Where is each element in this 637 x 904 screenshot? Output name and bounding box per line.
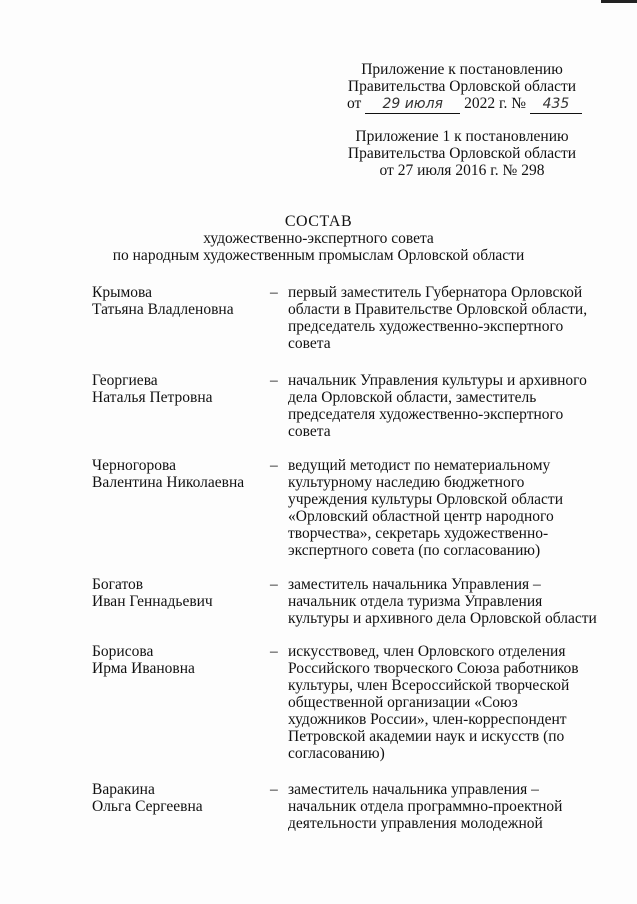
- annex2-line-2: Правительства Орловской области: [347, 145, 577, 162]
- document-title: [0, 213, 637, 264]
- member-role: [288, 284, 593, 352]
- annex-line-2: Правительства Орловской области: [347, 78, 577, 95]
- role-line: начальник отдела туризма Управления: [288, 593, 543, 610]
- member-given-names: Валентина Николаевна: [92, 474, 245, 491]
- role-line: первый заместитель Губернатора Орловской: [288, 284, 583, 301]
- member-surname: Крымова: [92, 284, 153, 301]
- dash: –: [270, 576, 278, 593]
- annex-date-line: [347, 95, 577, 114]
- role-line: деятельности управления молодежной: [288, 815, 543, 832]
- dash: –: [270, 643, 278, 660]
- annex2-line-1: Приложение 1 к постановлению: [355, 128, 569, 145]
- role-line: Петровской академии наук и искусств (по: [288, 728, 565, 745]
- role-line: искусствовед, член Орловского отделения: [288, 643, 566, 660]
- annex-from: от: [347, 95, 362, 112]
- member-surname: Борисова: [92, 643, 154, 660]
- member-role: [288, 781, 593, 832]
- role-line: заместитель начальника управления –: [288, 781, 539, 798]
- role-line: художников России», член-корреспондент: [288, 711, 567, 728]
- dash: –: [270, 372, 278, 389]
- member-given-names: Наталья Петровна: [92, 389, 213, 406]
- member-surname: Богатов: [92, 576, 144, 593]
- corner-mark: [601, 0, 637, 3]
- role-line: Российского творческого Союза работников: [288, 660, 579, 677]
- annex2-line-3: от 27 июля 2016 г. № 298: [379, 162, 545, 179]
- member-surname: Варакина: [92, 781, 155, 798]
- handwritten-date: 29 июля: [365, 96, 460, 114]
- member-given-names: Ирма Ивановна: [92, 660, 195, 677]
- member-role: [288, 457, 593, 559]
- title-main: СОСТАВ: [284, 213, 353, 230]
- role-line: заместитель начальника Управления –: [288, 576, 541, 593]
- member-name: [92, 576, 262, 610]
- role-line: «Орловский областной центр народного: [288, 508, 554, 525]
- annex-year: 2022 г. №: [464, 95, 527, 112]
- dash: –: [270, 457, 278, 474]
- role-line: экспертного совета (по согласованию): [288, 542, 541, 559]
- annex-original-header: [347, 128, 577, 179]
- handwritten-number: 435: [530, 96, 582, 114]
- member-role: [288, 372, 593, 440]
- role-line: творчества», секретарь художественно-: [288, 525, 549, 542]
- dash: –: [270, 781, 278, 798]
- member-surname: Черногорова: [92, 457, 176, 474]
- role-line: области в Правительстве Орловской области,: [288, 301, 588, 318]
- role-line: культурному наследию бюджетного: [288, 474, 525, 491]
- member-given-names: Татьяна Владленовна: [92, 301, 234, 318]
- title-line-2: художественно-экспертного совета: [203, 230, 434, 247]
- member-name: [92, 781, 262, 815]
- member-name: [92, 457, 262, 491]
- member-name: [92, 643, 262, 677]
- member-given-names: Иван Геннадьевич: [92, 593, 213, 610]
- role-line: председателя художественно-экспертного: [288, 406, 564, 423]
- role-line: согласованию): [288, 745, 385, 762]
- member-given-names: Ольга Сергеевна: [92, 798, 203, 815]
- member-role: [288, 576, 597, 627]
- member-name: [92, 284, 262, 318]
- role-line: начальник отдела программно-проектной: [288, 798, 563, 815]
- role-line: ведущий методист по нематериальному: [288, 457, 551, 474]
- member-role: [288, 643, 593, 762]
- role-line: председатель художественно-экспертного: [288, 318, 564, 335]
- role-line: культуры и архивного дела Орловской области: [288, 610, 597, 627]
- role-line: начальник Управления культуры и архивного: [288, 372, 587, 389]
- role-line: культуры, член Всероссийской творческой: [288, 677, 570, 694]
- role-line: общественной организации «Союз: [288, 694, 518, 711]
- annex-header: [347, 61, 577, 114]
- role-line: учреждения культуры Орловской области: [288, 491, 564, 508]
- member-surname: Георгиева: [92, 372, 158, 389]
- role-line: совета: [288, 335, 331, 352]
- annex-line-1: Приложение к постановлению: [361, 61, 563, 78]
- member-name: [92, 372, 262, 406]
- dash: –: [270, 284, 278, 301]
- role-line: совета: [288, 423, 331, 440]
- title-line-3: по народным художественным промыслам Орловской области: [112, 247, 525, 264]
- role-line: дела Орловской области, заместитель: [288, 389, 537, 406]
